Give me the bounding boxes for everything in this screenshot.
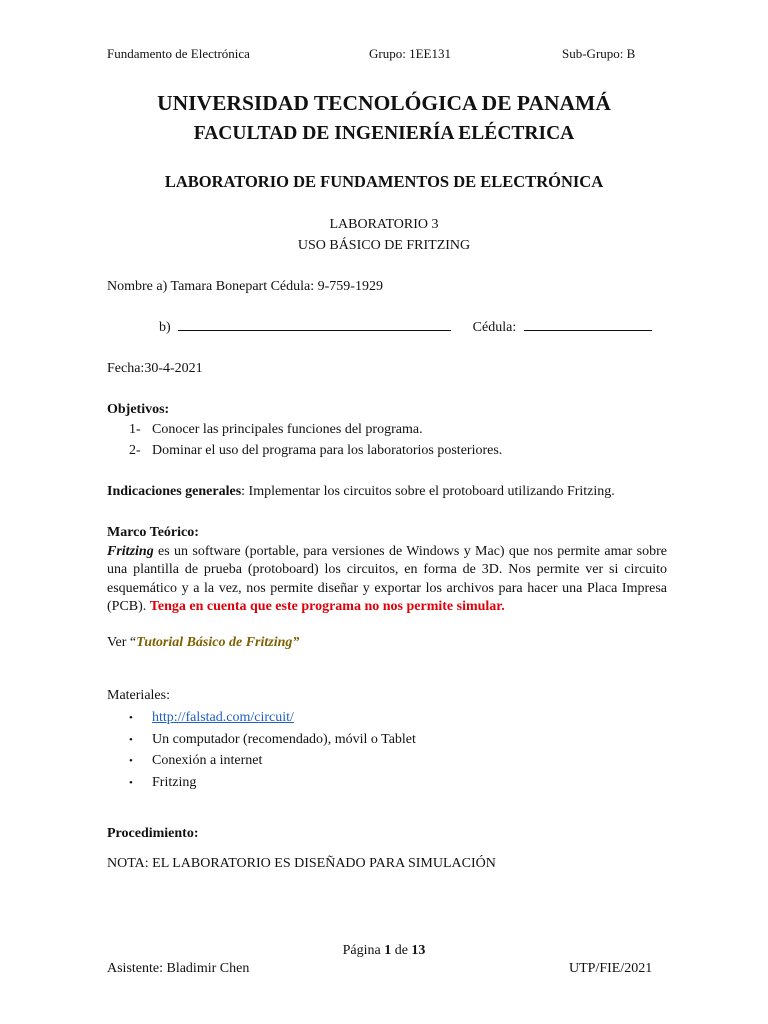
see-also-prefix: Ver “ [107, 635, 137, 650]
objective-text: Conocer las principales funciones del programa. [152, 422, 423, 437]
student-b-row [159, 320, 652, 336]
student-b-cedula-blank [524, 329, 652, 331]
materials-heading: Materiales: [107, 688, 170, 703]
indications-line [107, 484, 615, 500]
lab-name: USO BÁSICO DE FRITZING [297, 238, 471, 253]
theory-term: Fritzing [107, 544, 154, 559]
footer-assistant: Asistente: Bladimir Chen [107, 961, 250, 976]
page-of: de [391, 943, 412, 958]
header-subgroup: Sub-Grupo: B [562, 46, 636, 61]
bullet-icon: • [129, 734, 133, 746]
objective-item [0, 443, 768, 461]
bullet-icon: • [129, 712, 133, 724]
objective-item [0, 422, 768, 440]
material-item [0, 775, 768, 793]
falstad-link[interactable]: http://falstad.com/circuit/ [152, 710, 294, 725]
indications-label: Indicaciones generales [107, 484, 242, 499]
faculty-title: FACULTAD DE INGENIERÍA ELÉCTRICA [193, 123, 575, 144]
bullet-icon: • [129, 777, 133, 789]
header-group: Grupo: 1EE131 [369, 46, 451, 61]
student-b-cedula-label: Cédula: [472, 320, 517, 335]
page-number [0, 943, 768, 959]
header-course: Fundamento de Electrónica [107, 46, 250, 61]
tutorial-link[interactable]: Tutorial Básico de Fritzing” [136, 635, 300, 650]
procedure-note: NOTA: EL LABORATORIO ES DISEÑADO PARA SIMULACIÓN [107, 856, 496, 871]
theory-warning: Tenga en cuenta que este programa no nos permite simular. [149, 598, 505, 614]
footer-code: UTP/FIE/2021 [569, 961, 653, 976]
page-prefix: Página [342, 943, 385, 958]
page-total: 13 [411, 943, 426, 958]
material-item [0, 710, 768, 728]
theory-heading: Marco Teórico: [107, 525, 199, 540]
material-item [0, 753, 768, 771]
objectives-heading: Objetivos: [107, 402, 170, 417]
material-text: Fritzing [152, 775, 197, 790]
material-text: Conexión a internet [152, 753, 263, 768]
page-current: 1 [384, 943, 392, 958]
objective-text: Dominar el uso del programa para los laboratorios posteriores. [152, 443, 503, 458]
objective-number: 1- [129, 422, 141, 437]
objective-number: 2- [129, 443, 141, 458]
date-line: Fecha:30-4-2021 [107, 361, 203, 376]
material-item [0, 732, 768, 750]
student-b-label: b) [159, 320, 171, 335]
see-also-line [107, 635, 299, 651]
indications-text: : Implementar los circuitos sobre el protoboard utilizando Fritzing. [241, 484, 615, 499]
lab-number: LABORATORIO 3 [329, 217, 439, 232]
bullet-icon: • [129, 755, 133, 767]
procedure-heading: Procedimiento: [107, 826, 199, 841]
theory-body: es un software (portable, para versiones de Windows y Mac) que nos permite amar sobre una plantilla de prueba (protoboard) los circuitos, en forma de 3D. Nos permite ver si circuito esquemático y a la vez, nos permite diseñar y exportar los archivos para hacer una Placa Impresa (PCB). [107, 544, 667, 614]
university-title: UNIVERSIDAD TECNOLÓGICA DE PANAMÁ [157, 91, 611, 115]
student-b-name-blank [178, 329, 451, 331]
student-name-line: Nombre a) Tamara Bonepart Cédula: 9-759-1929 [107, 279, 383, 294]
lab-course-title: LABORATORIO DE FUNDAMENTOS DE ELECTRÓNICA [164, 172, 604, 191]
theory-paragraph [107, 543, 667, 616]
material-text: Un computador (recomendado), móvil o Tablet [152, 732, 416, 747]
